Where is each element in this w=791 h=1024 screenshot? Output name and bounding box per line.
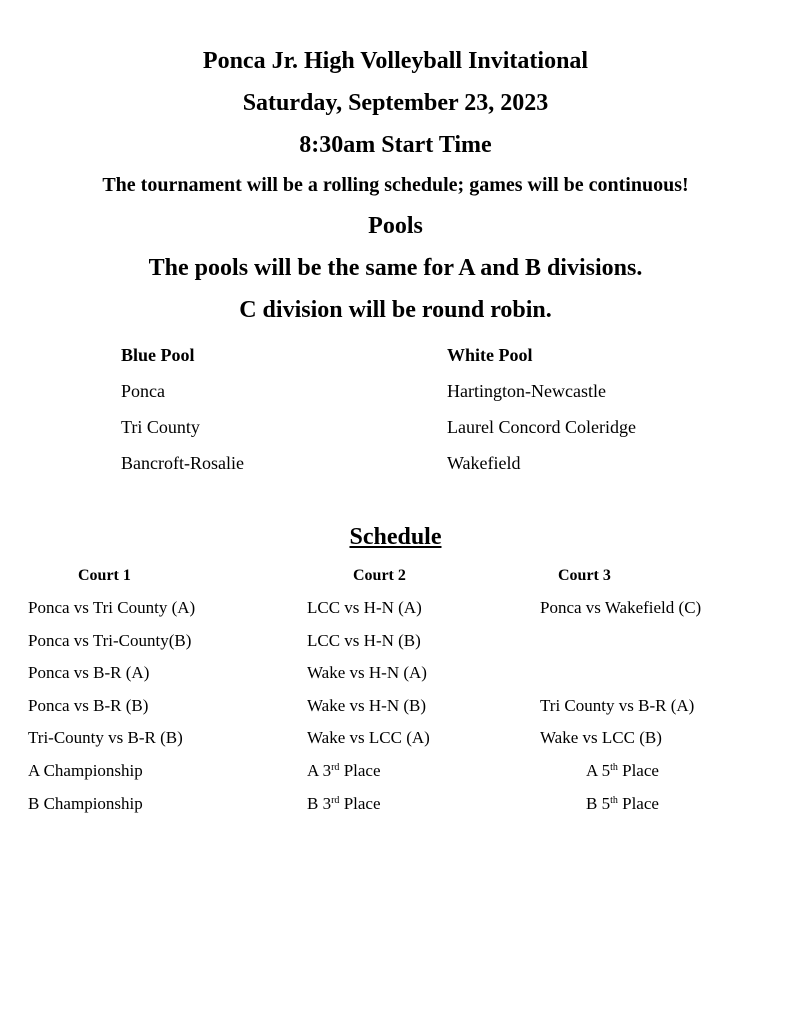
court-2-game: Wake vs LCC (A) — [307, 728, 430, 747]
white-pool-team: Hartington-Newcastle — [447, 381, 606, 401]
court-3-game: Ponca vs Wakefield (C) — [540, 598, 702, 617]
blue-pool-title: Blue Pool — [121, 345, 195, 365]
event-title: Ponca Jr. High Volleyball Invitational — [202, 48, 589, 74]
court-2-title: Court 2 — [353, 567, 406, 584]
schedule-heading: Schedule — [349, 524, 442, 550]
court-2-a-third-place: A 3rd Place — [307, 761, 381, 780]
court-1-game: Ponca vs Tri-County(B) — [28, 631, 192, 650]
court-2-b-third-place: B 3rd Place — [307, 794, 381, 813]
blue-pool-team: Tri County — [121, 417, 200, 437]
blue-pool-team: Bancroft-Rosalie — [121, 453, 244, 473]
court-1-game: A Championship — [28, 761, 143, 780]
start-time: 8:30am Start Time — [299, 132, 492, 158]
rolling-schedule-note: The tournament will be a rolling schedule; games will be continuous! — [102, 174, 689, 196]
court-1-game: Tri-County vs B-R (B) — [28, 728, 183, 747]
court-3-game: Wake vs LCC (B) — [540, 728, 662, 747]
blue-pool-team: Ponca — [121, 381, 165, 401]
white-pool-team: Laurel Concord Coleridge — [447, 417, 636, 437]
court-1-game: Ponca vs Tri County (A) — [28, 598, 196, 617]
court-3-a-fifth-place: A 5th Place — [586, 761, 659, 780]
pools-c-note: C division will be round robin. — [239, 297, 552, 323]
court-2-game: LCC vs H-N (A) — [307, 598, 422, 617]
pools-ab-note: The pools will be the same for A and B divisions. — [148, 255, 643, 281]
court-1-game: B Championship — [28, 794, 143, 813]
court-2-game: Wake vs H-N (B) — [307, 696, 427, 715]
court-1-game: Ponca vs B-R (A) — [28, 663, 150, 682]
white-pool-title: White Pool — [447, 345, 533, 365]
pools-heading: Pools — [368, 213, 423, 239]
event-date: Saturday, September 23, 2023 — [242, 90, 549, 116]
court-2-game: LCC vs H-N (B) — [307, 631, 421, 650]
court-3-game: Tri County vs B-R (A) — [540, 696, 695, 715]
court-3-title: Court 3 — [558, 567, 611, 584]
white-pool-team: Wakefield — [447, 453, 521, 473]
court-3-b-fifth-place: B 5th Place — [586, 794, 659, 813]
court-1-game: Ponca vs B-R (B) — [28, 696, 149, 715]
court-2-game: Wake vs H-N (A) — [307, 663, 427, 682]
court-1-title: Court 1 — [78, 567, 131, 584]
